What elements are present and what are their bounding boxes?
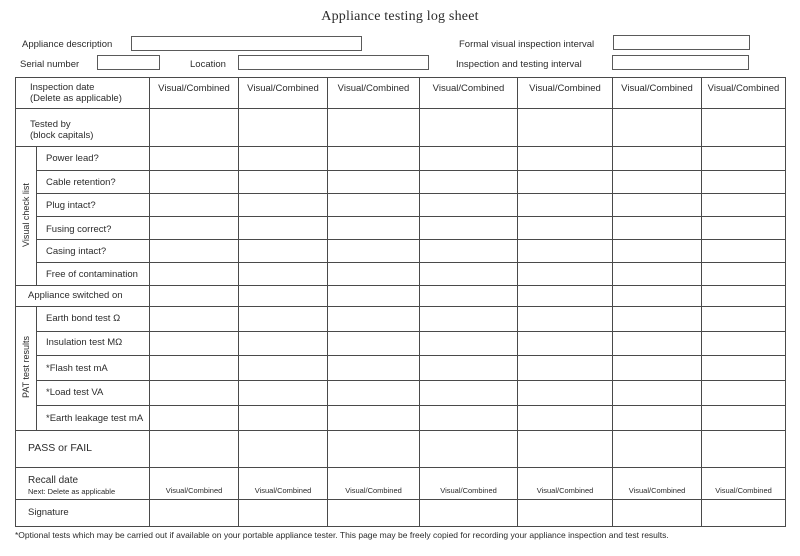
signature-label: Signature <box>28 507 69 518</box>
recall-value[interactable]: Visual/Combined <box>536 486 594 495</box>
tested-by-label: Tested by <box>30 119 71 130</box>
inspection-testing-interval-label: Inspection and testing interval <box>456 59 582 70</box>
pat-item-earth-leakage: *Earth leakage test mA <box>46 413 144 424</box>
visual-check-list-label: Visual check list <box>21 183 31 247</box>
check-item-cable-retention: Cable retention? <box>46 177 116 188</box>
serial-number-label: Serial number <box>20 59 80 70</box>
column-header[interactable]: Visual/Combined <box>337 83 410 94</box>
check-item-plug-intact: Plug intact? <box>46 200 96 211</box>
column-header[interactable]: Visual/Combined <box>621 83 693 94</box>
tested-by-note: (block capitals) <box>30 130 94 141</box>
appliance-switched-on-label: Appliance switched on <box>28 290 123 301</box>
inspection-date-label: Inspection date <box>30 82 95 93</box>
recall-value[interactable]: Visual/Combined <box>165 486 223 495</box>
formal-visual-interval-label: Formal visual inspection interval <box>459 39 595 50</box>
check-item-casing-intact: Casing intact? <box>46 246 107 257</box>
check-item-free-of-contamination: Free of contamination <box>46 269 138 280</box>
pat-item-insulation: Insulation test MΩ <box>46 337 123 348</box>
pat-item-flash: *Flash test mA <box>46 363 108 374</box>
column-header[interactable]: Visual/Combined <box>707 83 780 94</box>
recall-value[interactable]: Visual/Combined <box>715 486 772 495</box>
recall-value[interactable]: Visual/Combined <box>628 486 686 495</box>
column-header[interactable]: Visual/Combined <box>529 83 601 94</box>
check-item-power-lead: Power lead? <box>46 153 99 164</box>
recall-date-note: Next: Delete as applicable <box>28 487 116 496</box>
check-item-fusing-correct: Fusing correct? <box>46 224 112 235</box>
inspection-date-note: (Delete as applicable) <box>30 93 122 104</box>
location-label: Location <box>190 59 226 70</box>
appliance-description-label: Appliance description <box>22 39 113 50</box>
column-header[interactable]: Visual/Combined <box>432 83 505 94</box>
recall-value[interactable]: Visual/Combined <box>440 486 497 495</box>
pat-test-results-label: PAT test results <box>21 335 31 399</box>
column-header[interactable]: Visual/Combined <box>247 83 319 94</box>
recall-value[interactable]: Visual/Combined <box>345 486 402 495</box>
pat-item-earth-bond: Earth bond test Ω <box>46 313 121 324</box>
recall-value[interactable]: Visual/Combined <box>254 486 312 495</box>
column-header[interactable]: Visual/Combined <box>158 83 230 94</box>
footer-note: *Optional tests which may be carried out if available on your portable appliance tester. This page may be freely copied for recording your appliance inspection and test results. <box>15 530 669 540</box>
recall-date-label: Recall date <box>28 475 79 486</box>
page-title: Appliance testing log sheet <box>321 9 479 24</box>
pat-item-load: *Load test VA <box>46 387 104 398</box>
pass-or-fail-label: PASS or FAIL <box>28 442 92 454</box>
